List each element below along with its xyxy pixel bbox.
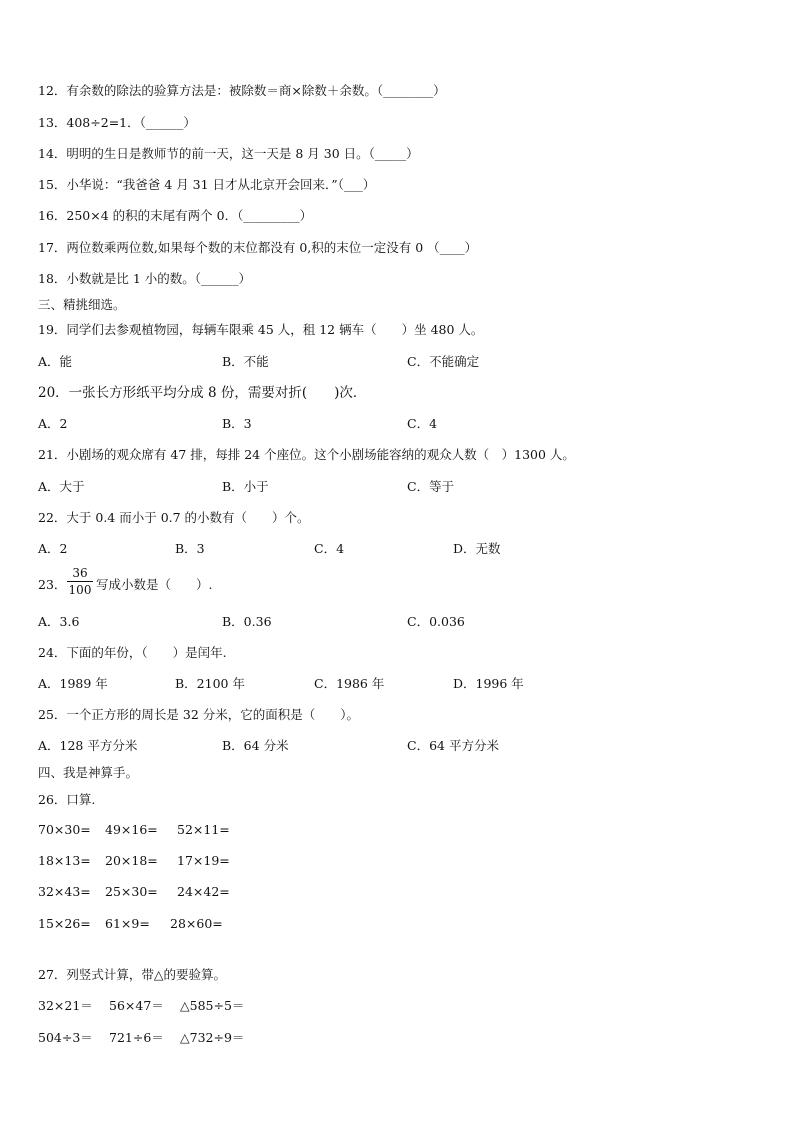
oral-calc-item: 70×30=	[38, 822, 91, 837]
question-24: 24．下面的年份，（ ）是闰年.	[38, 645, 227, 660]
q24-option-b: B．2100 年	[175, 676, 245, 691]
question-16: 16．250×4 的积的末尾有两个 0．（_________）	[38, 208, 313, 223]
q25-option-c: C．64 平方分米	[407, 738, 499, 753]
oral-calc-item: 17×19=	[177, 853, 230, 868]
q24-option-a: A．1989 年	[38, 676, 108, 691]
q19-option-a: A．能	[38, 354, 73, 369]
q23-option-a: A．3.6	[38, 614, 80, 629]
question-23-suffix: 写成小数是（ ）.	[96, 577, 213, 592]
q19-option-c: C．不能确定	[407, 354, 480, 369]
question-12: 12．有余数的除法的验算方法是：被除数＝商×除数＋余数。（________）	[38, 83, 446, 98]
q23-option-b: B．0.36	[222, 614, 272, 629]
question-15: 15．小华说：“我爸爸 4 月 31 日才从北京开会回来．”（___）	[38, 177, 376, 192]
q20-option-b: B．3	[222, 416, 252, 431]
fraction-numerator: 36	[72, 566, 88, 580]
oral-calc-item: 52×11=	[177, 822, 230, 837]
vertical-calc-item: △585÷5＝	[180, 998, 245, 1013]
question-14: 14．明明的生日是教师节的前一天，这一天是 8 月 30 日。（_____）	[38, 146, 419, 161]
question-25: 25．一个正方形的周长是 32 分米，它的面积是（ ）。	[38, 707, 360, 722]
q21-option-c: C．等于	[407, 479, 455, 494]
fraction-denominator: 100	[68, 583, 92, 597]
vertical-calc-item: 721÷6＝	[109, 1030, 164, 1045]
q25-option-a: A．128 平方分米	[38, 738, 138, 753]
oral-calc-item: 25×30=	[105, 884, 158, 899]
oral-calc-item: 49×16=	[105, 822, 158, 837]
q22-option-b: B．3	[175, 541, 205, 556]
q24-option-c: C．1986 年	[314, 676, 385, 691]
oral-calc-item: 32×43=	[38, 884, 91, 899]
vertical-calc-item: 504÷3＝	[38, 1030, 93, 1045]
q20-option-a: A．2	[38, 416, 68, 431]
oral-calc-item: 24×42=	[177, 884, 230, 899]
q19-option-b: B．不能	[222, 354, 269, 369]
oral-calc-item: 15×26=	[38, 916, 91, 931]
question-18: 18．小数就是比 1 小的数。（______）	[38, 271, 252, 286]
oral-calc-item: 20×18=	[105, 853, 158, 868]
question-19: 19．同学们去参观植物园，每辆车限乘 45 人，租 12 辆车（ ）坐 480 人。	[38, 322, 484, 337]
section-4-heading: 四、我是神算手。	[38, 765, 139, 780]
q22-option-a: A．2	[38, 541, 68, 556]
q22-option-d: D．无数	[453, 541, 501, 556]
q20-option-c: C．4	[407, 416, 438, 431]
vertical-calc-item: 56×47＝	[109, 998, 164, 1013]
oral-calc-item: 61×9=	[105, 916, 150, 931]
question-13: 13．408÷2=1．（______）	[38, 115, 196, 130]
q21-option-a: A．大于	[38, 479, 85, 494]
question-27: 27．列竖式计算，带△的要验算。	[38, 967, 227, 982]
section-3-heading: 三、精挑细选。	[38, 297, 126, 312]
q21-option-b: B．小于	[222, 479, 269, 494]
q22-option-c: C．4	[314, 541, 345, 556]
question-22: 22．大于 0.4 而小于 0.7 的小数有（ ）个。	[38, 510, 310, 525]
question-26: 26．口算.	[38, 792, 96, 807]
q23-option-c: C．0.036	[407, 614, 465, 629]
fraction-36-100	[67, 566, 93, 597]
oral-calc-item: 28×60=	[170, 916, 223, 931]
question-17: 17．两位数乘两位数,如果每个数的末位都没有 0,积的末位一定没有 0 （____）	[38, 240, 478, 255]
vertical-calc-item: △732÷9＝	[180, 1030, 245, 1045]
q25-option-b: B．64 分米	[222, 738, 289, 753]
oral-calc-item: 18×13=	[38, 853, 91, 868]
question-21: 21．小剧场的观众席有 47 排，每排 24 个座位。这个小剧场能容纳的观众人数（ ）1300 人。	[38, 447, 575, 462]
question-20: 20．一张长方形纸平均分成 8 份，需要对折( )次．	[38, 385, 367, 401]
vertical-calc-item: 32×21＝	[38, 998, 93, 1013]
fraction-bar	[67, 581, 93, 582]
question-23-prefix: 23．	[38, 577, 67, 592]
q24-option-d: D．1996 年	[453, 676, 524, 691]
